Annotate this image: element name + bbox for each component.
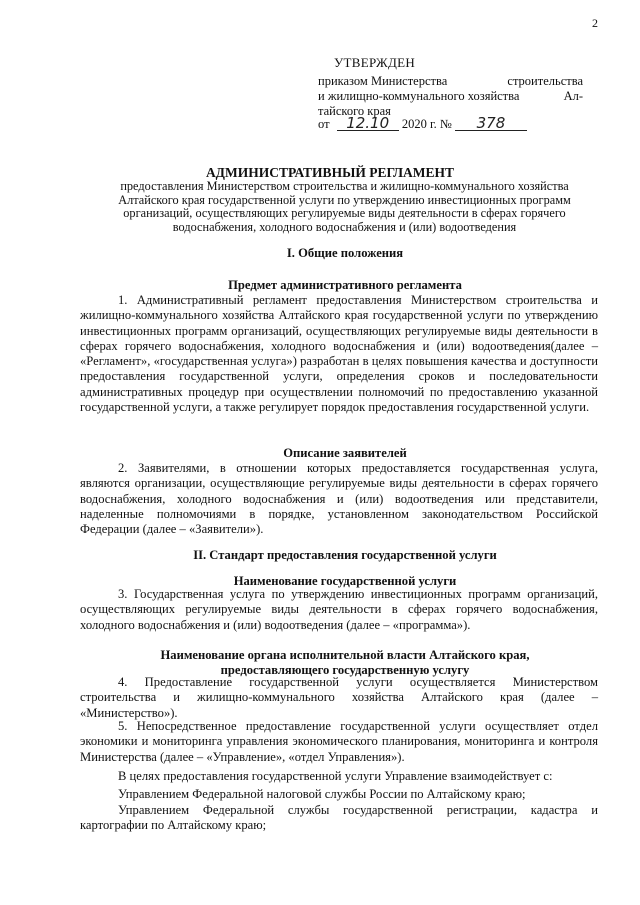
handwritten-date: 12.10 bbox=[337, 117, 399, 131]
date-suffix: 2020 г. № bbox=[401, 117, 452, 131]
paragraph-4-text: 4. Предоставление государственной услуги осуществляется Министерством строительства и жилищно-коммунального хозяйства Алтайского края (далее – «Министерство»). bbox=[80, 675, 598, 720]
paragraph-4 bbox=[80, 675, 598, 721]
order-line3: тайского края bbox=[318, 104, 391, 118]
document-subtitle: предоставления Министерством строительства и жилищно-коммунального хозяйства Алтайского края государственной услуги по утверждению инвестиционных программ организаций, осуществляющих регулируемые виды деятельности в сферах горячего водоснабжения, холодного водоснабжения и (или) водоотведения bbox=[118, 179, 571, 234]
paragraph-8-text: Управлением Федеральной службы государственной регистрации, кадастра и картографии по Алтайскому краю; bbox=[80, 803, 598, 833]
paragraph-1 bbox=[80, 293, 598, 415]
paragraph-7-text: Управлением Федеральной налоговой службы России по Алтайскому краю; bbox=[118, 787, 526, 801]
page-number: 2 bbox=[592, 16, 598, 30]
order-line2-b: Ал- bbox=[563, 89, 583, 103]
section-1-subheading-applicants: Описание заявителей bbox=[283, 446, 407, 460]
order-line1-b: строительства bbox=[507, 74, 583, 88]
section-1-subheading-subject: Предмет административного регламента bbox=[228, 278, 462, 292]
section-2-heading: II. Стандарт предоставления государственной услуги bbox=[193, 548, 497, 562]
approval-stamp-title: УТВЕРЖДЕН bbox=[334, 55, 416, 70]
paragraph-5 bbox=[80, 719, 598, 765]
section-2-subheading-service-name: Наименование государственной услуги bbox=[233, 574, 457, 588]
paragraph-3 bbox=[80, 587, 598, 633]
approval-order-text bbox=[318, 74, 583, 119]
order-date-line bbox=[318, 114, 527, 132]
order-line1-a: приказом Министерства bbox=[318, 74, 448, 88]
paragraph-6 bbox=[80, 769, 598, 784]
paragraph-2-text: 2. Заявителями, в отношении которых предоставляется государственная услуга, являются организации, осуществляющие регулируемые виды деятельности в сферах горячего водоснабжения, холодного водоснабжения и (или) водоотведения или представители, наделенные полномочиями в порядке, установленном законодательством Российской Федерации (далее – «Заявители»). bbox=[80, 461, 598, 537]
section-1-heading: I. Общие положения bbox=[286, 246, 404, 260]
date-prefix: от bbox=[318, 117, 330, 131]
order-line2-a: и жилищно-коммунального хозяйства bbox=[318, 89, 520, 103]
section-2-subheading-authority-line2: предоставляющего государственную услугу bbox=[220, 663, 470, 677]
paragraph-1-text: 1. Административный регламент предоставления Министерством строительства и жилищно-коммунального хозяйства Алтайского края государственной услуги по утверждению инвестиционных программ организаций, осуществляющих регулируемые виды деятельности в сферах горячего водоснабжения, холодного водоснабжения и (или) водоотведения(далее – «Регламент», «государственная услуга») разработан в целях повышения качества и доступности предоставления государственной услуги, определения сроков и последовательности административных процедур при осуществлении полномочий по предоставлению указанной государственной услуги, а также регулирует порядок предоставления государственной услуги. bbox=[80, 293, 598, 415]
handwritten-order-number: 378 bbox=[455, 117, 527, 131]
paragraph-5-text: 5. Непосредственное предоставление государственной услуги осуществляет отдел экономики и мониторинга управления экономического планирования, мониторинга и контроля Министерства (далее – «Управление», «отдел Управления»). bbox=[80, 719, 598, 764]
paragraph-2 bbox=[80, 461, 598, 537]
paragraph-6-text: В целях предоставления государственной услуги Управление взаимодействует с: bbox=[118, 769, 553, 783]
section-2-subheading-authority-line1: Наименование органа исполнительной власти Алтайского края, bbox=[160, 648, 530, 662]
paragraph-3-text: 3. Государственная услуга по утверждению инвестиционных программ организаций, осуществляющих регулируемые виды деятельности в сферах горячего водоснабжения, холодного водоснабжения и (или) водоотведения (далее – «программа»). bbox=[80, 587, 598, 632]
paragraph-7 bbox=[80, 787, 598, 802]
document-title: АДМИНИСТРАТИВНЫЙ РЕГЛАМЕНТ bbox=[205, 165, 455, 180]
paragraph-8 bbox=[80, 803, 598, 834]
